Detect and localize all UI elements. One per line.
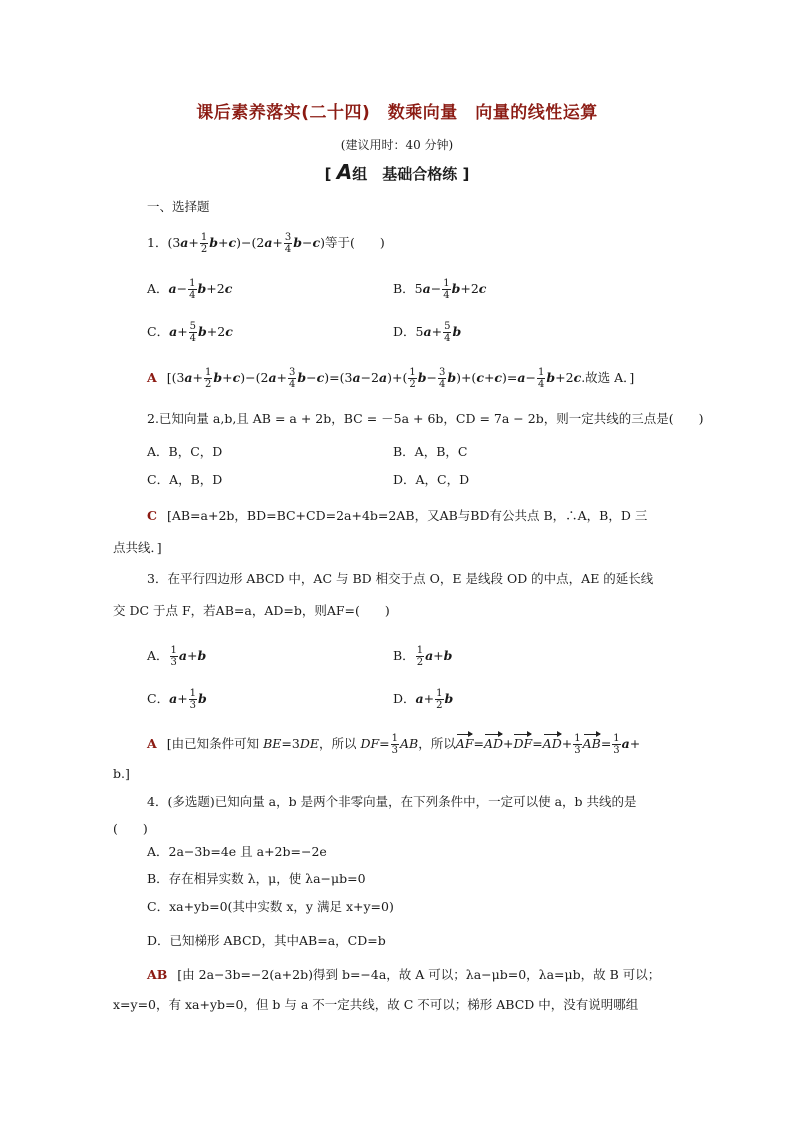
question-3-line2: 交 DC 于点 F，若AB=a，AD=b，则AF=( ): [113, 603, 390, 618]
question-2: 2.已知向量 a,b,且 AB = a + 2b，BC = －5a + 6b，CD = 7a − 2b，则一定共线的三点是( ): [147, 411, 704, 426]
q3-answer-cont: b.]: [113, 766, 130, 781]
q3-option-b: B． $\frac{1}{2}$ a+b: [393, 645, 453, 668]
q4-option-d: D．已知梯形 ABCD，其中AB=a，CD=b: [147, 933, 386, 948]
suggested-time: (建议用时：40 分钟): [340, 138, 454, 152]
q3-option-c: C．a+ $\frac{1}{3}$ b: [147, 688, 207, 711]
question-4-line1: 4．(多选题)已知向量 a，b 是两个非零向量，在下列条件中，一定可以使 a，b 共线的是: [147, 794, 637, 809]
q2-option-a: A．B，C，D: [147, 444, 223, 459]
q2-option-b: B．A，B，C: [393, 444, 468, 459]
q1-answer: A [(3a+ $\frac{1}{2}$ b+c)−(2a+ $\frac{3}{4}$ b−c)=(3a−2a)+( $\frac{1}{2}$ b− $\frac{3}{4}$ b)+(c+c)=a− $\frac{1}{4}$ b+2c.故选 A．]: [147, 367, 635, 390]
q1-option-a: A．a− $\frac{1}{4}$ b+2c: [147, 278, 233, 301]
q1-option-d: D．5a+ $\frac{5}{4}$ b: [393, 321, 462, 344]
q1-option-c: C．a+ $\frac{5}{4}$ b+2c: [147, 321, 233, 344]
q2-answer-cont: 点共线．]: [113, 540, 162, 555]
q3-option-d: D．a+ $\frac{1}{2}$ b: [393, 688, 454, 711]
q4-answer-cont: x=y=0，有 xa+yb=0，但 b 与 a 不一定共线，故 C 不可以；梯形 ABCD 中，没有说明哪组: [113, 997, 639, 1012]
q4-answer: AB [由 2a−3b=−2(a+2b)得到 b=−4a，故 A 可以；λa−μb=0，λa=μb，故 B 可以；: [147, 967, 661, 982]
q3-answer: A [由已知条件可知 BE=3DE，所以 DF= $\frac{1}{3}$ AB，所以AF=AD+DF=AD+ $\frac{1}{3}$ AB= $\frac{1}{3}$ a+: [147, 733, 641, 756]
q4-option-c: C．xa+yb=0(其中实数 x，y 满足 x+y=0): [147, 899, 394, 914]
q4-option-b: B．存在相异实数 λ，μ，使 λa−μb=0: [147, 871, 366, 886]
q2-option-c: C．A，B，D: [147, 472, 223, 487]
question-3-line1: 3．在平行四边形 ABCD 中，AC 与 BD 相交于点 O，E 是线段 OD 的中点，AE 的延长线: [147, 571, 654, 586]
q2-option-d: D．A，C，D: [393, 472, 470, 487]
q2-answer: C [AB=a+2b，BD=BC+CD=2a+4b=2AB，又AB与BD有公共点 B，∴A，B，D 三: [147, 508, 648, 523]
q4-option-a: A．2a−3b=4e 且 a+2b=−2e: [147, 844, 327, 859]
group-heading: [ A组 基础合格练 ]: [324, 160, 470, 184]
q1-option-b: B．5a− $\frac{1}{4}$ b+2c: [393, 278, 487, 301]
page-title: 课后素养落实(二十四) 数乘向量 向量的线性运算: [196, 103, 598, 123]
question-1: 1．(3a+ $\frac{1}{2}$ b+c)−(2a+ $\frac{3}{4}$ b−c)等于( ): [147, 232, 385, 255]
section-heading: 一、选择题: [147, 199, 210, 214]
q3-option-a: A． $\frac{1}{3}$ a+b: [147, 645, 207, 668]
question-4-line2: ( ): [113, 821, 148, 836]
